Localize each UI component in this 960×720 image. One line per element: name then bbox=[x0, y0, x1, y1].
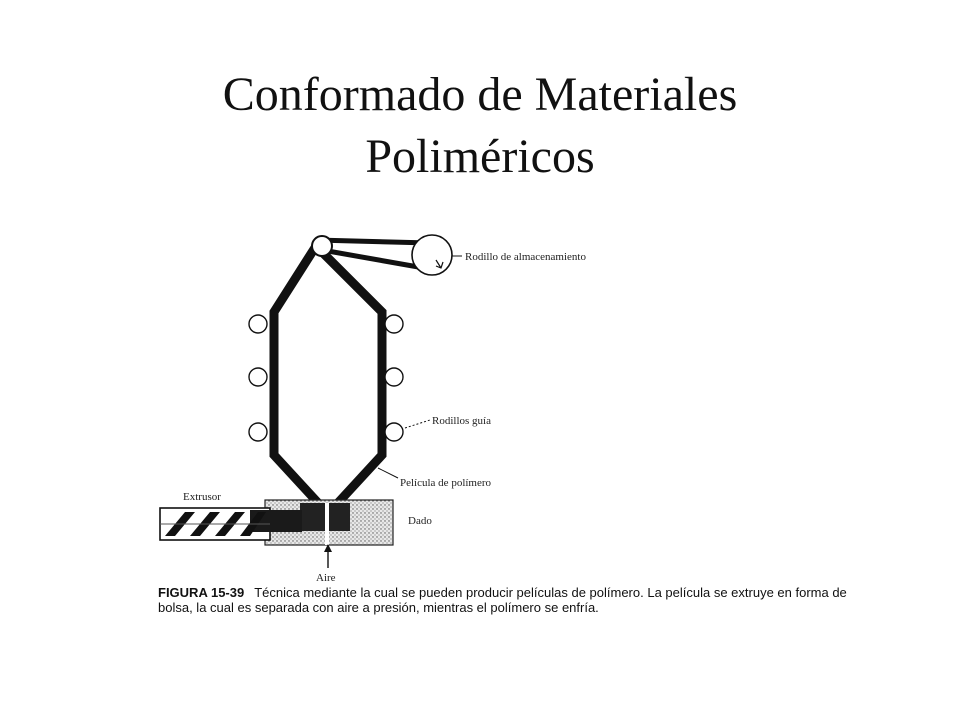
polymer-film-bubble bbox=[274, 246, 382, 505]
label-extruder: Extrusor bbox=[183, 491, 221, 503]
figure-number: FIGURA 15-39 bbox=[158, 585, 245, 600]
label-air: Aire bbox=[316, 572, 336, 584]
label-guide-rollers: Rodillos guía bbox=[432, 415, 491, 427]
label-die: Dado bbox=[408, 515, 432, 527]
top-roller bbox=[312, 236, 332, 256]
title-line-2: Poliméricos bbox=[365, 130, 595, 183]
label-polymer-film: Película de polímero bbox=[400, 477, 492, 489]
title-line-1: Conformado de Materiales bbox=[222, 68, 738, 121]
figure-caption bbox=[158, 585, 858, 615]
caption-text: Técnica mediante la cual se pueden producir películas de polímero. La película se extruye en forma de bolsa, la cual es separada con aire a presión, mientras el polímero se enfría. bbox=[158, 585, 847, 615]
label-storage-roller: Rodillo de almacenamiento bbox=[465, 251, 586, 263]
storage-roller bbox=[412, 235, 452, 275]
